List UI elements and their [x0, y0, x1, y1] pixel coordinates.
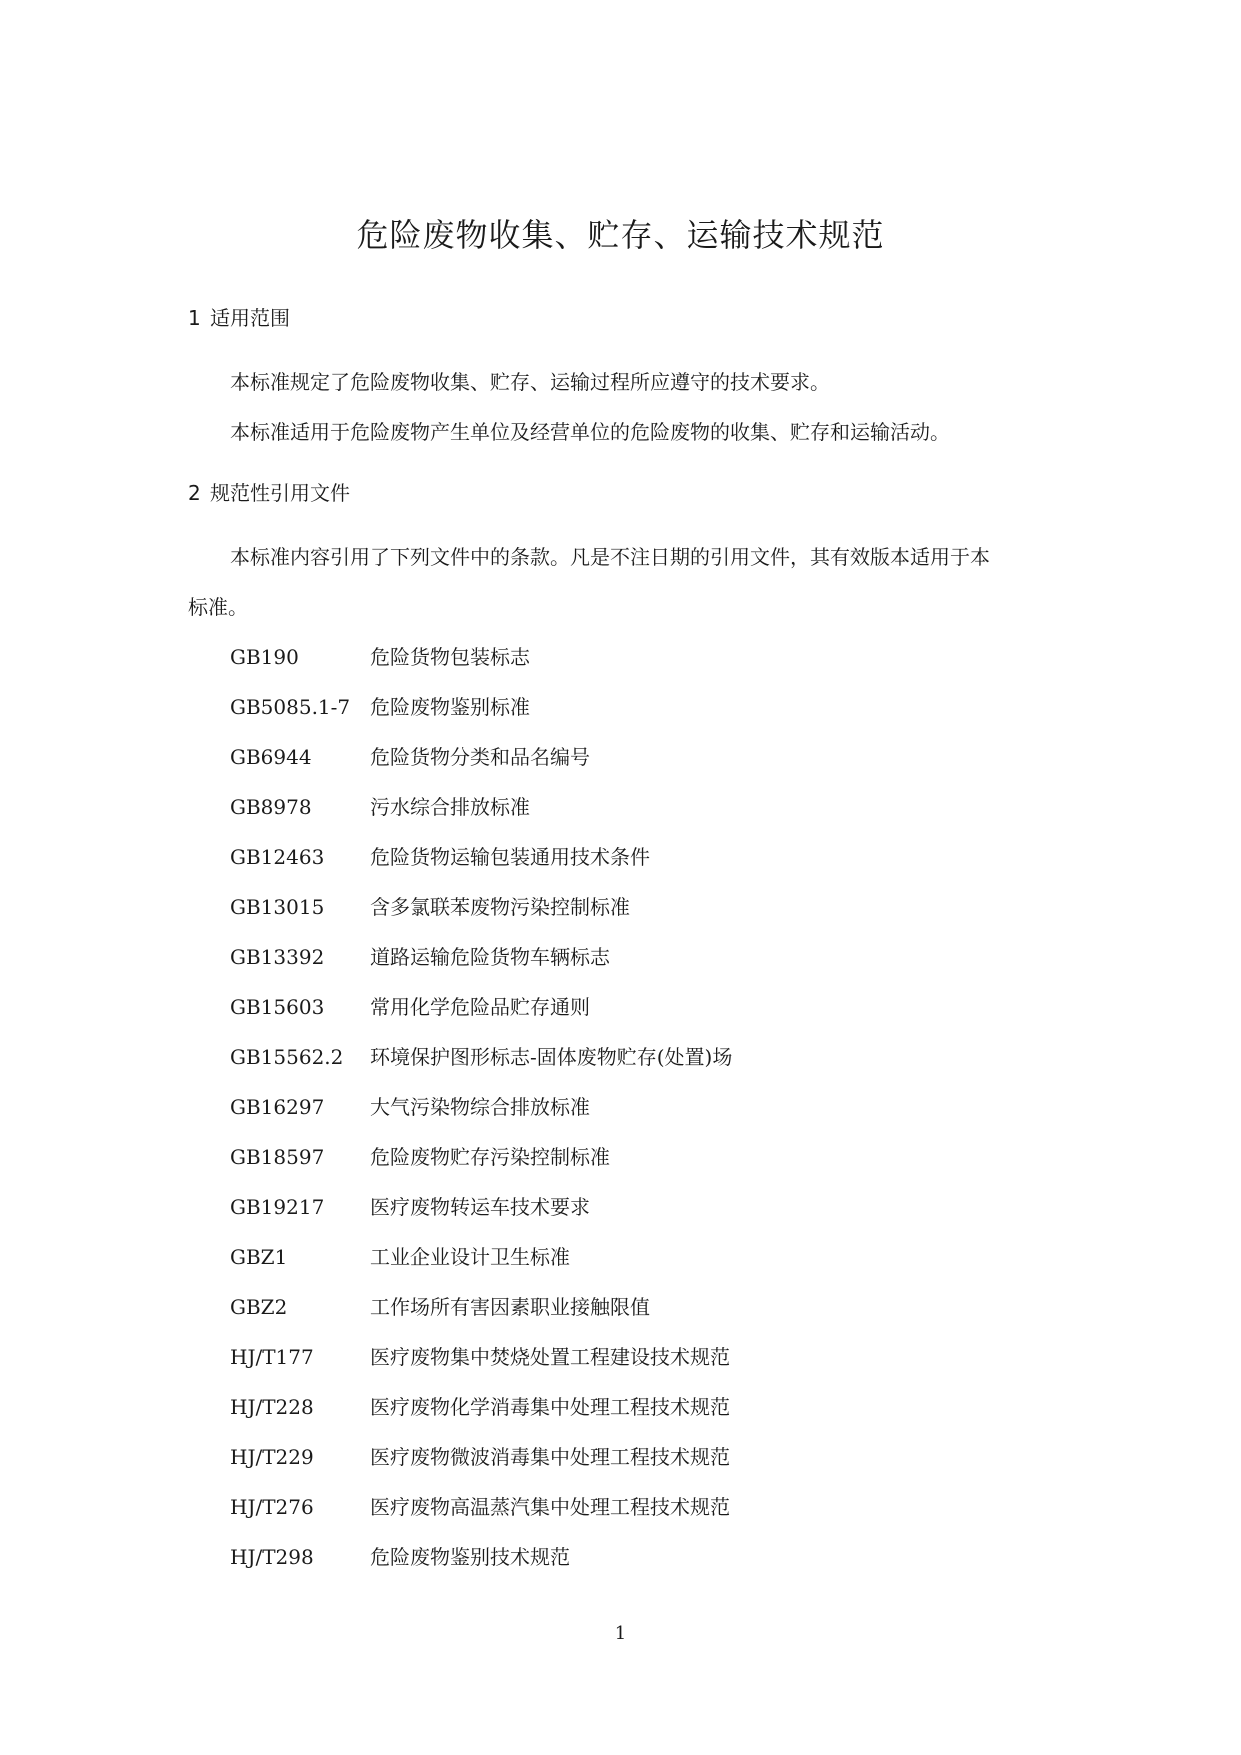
reference-code: GB5085.1-7 [230, 695, 351, 719]
reference-item [230, 1444, 730, 1470]
section-2-title: 规范性引用文件 [210, 481, 350, 505]
reference-item [230, 1044, 732, 1070]
reference-name: 污水综合排放标准 [370, 795, 530, 819]
reference-code: HJ/T177 [230, 1345, 314, 1369]
reference-item [230, 1394, 730, 1420]
reference-code: HJ/T228 [230, 1395, 314, 1419]
reference-name: 医疗废物高温蒸汽集中处理工程技术规范 [370, 1495, 730, 1519]
reference-name: 医疗废物转运车技术要求 [370, 1195, 590, 1219]
reference-name: 道路运输危险货物车辆标志 [370, 945, 610, 969]
reference-code: GB190 [230, 645, 299, 669]
reference-code: GB18597 [230, 1145, 325, 1169]
reference-name: 危险货物运输包装通用技术条件 [370, 845, 650, 869]
reference-code: GBZ2 [230, 1295, 288, 1319]
reference-code: GB6944 [230, 745, 312, 769]
reference-item [230, 1494, 730, 1520]
section-1-number: 1 [188, 306, 201, 330]
reference-item [230, 1344, 730, 1370]
section-1-title: 适用范围 [210, 306, 290, 330]
reference-name: 危险废物鉴别标准 [370, 695, 530, 719]
reference-code: HJ/T229 [230, 1445, 314, 1469]
reference-item [230, 994, 590, 1020]
reference-name: 危险废物贮存污染控制标准 [370, 1145, 610, 1169]
section-2-intro-line-2: 标准。 [188, 595, 248, 619]
reference-item [230, 744, 590, 770]
reference-name: 环境保护图形标志-固体废物贮存(处置)场 [370, 1045, 733, 1069]
reference-item [230, 1144, 610, 1170]
document-title: 危险废物收集、贮存、运输技术规范 [356, 216, 885, 254]
reference-code: HJ/T298 [230, 1545, 314, 1569]
reference-code: GB15562.2 [230, 1045, 344, 1069]
reference-item [230, 844, 650, 870]
reference-code: HJ/T276 [230, 1495, 314, 1519]
reference-item [230, 1094, 590, 1120]
reference-name: 危险货物包装标志 [370, 645, 530, 669]
reference-item [230, 894, 630, 920]
section-2-intro-line-1: 本标准内容引用了下列文件中的条款。凡是不注日期的引用文件，其有效版本适用于本 [230, 545, 990, 569]
reference-item [230, 1244, 570, 1270]
reference-item [230, 794, 530, 820]
reference-item [230, 644, 530, 670]
reference-code: GB13392 [230, 945, 325, 969]
reference-item [230, 1544, 570, 1570]
reference-code: GB12463 [230, 845, 325, 869]
reference-name: 医疗废物化学消毒集中处理工程技术规范 [370, 1395, 730, 1419]
reference-item [230, 1294, 650, 1320]
reference-code: GB13015 [230, 895, 325, 919]
reference-item [230, 694, 530, 720]
reference-name: 医疗废物微波消毒集中处理工程技术规范 [370, 1445, 730, 1469]
reference-code: GB19217 [230, 1195, 325, 1219]
reference-code: GB15603 [230, 995, 325, 1019]
reference-name: 医疗废物集中焚烧处置工程建设技术规范 [370, 1345, 730, 1369]
reference-code: GBZ1 [230, 1245, 288, 1269]
reference-item [230, 1194, 590, 1220]
section-2-heading [188, 480, 350, 506]
page-number: 1 [614, 1623, 627, 1644]
reference-name: 常用化学危险品贮存通则 [370, 995, 590, 1019]
reference-code: GB16297 [230, 1095, 325, 1119]
reference-name: 危险货物分类和品名编号 [370, 745, 590, 769]
reference-name: 工业企业设计卫生标准 [370, 1245, 570, 1269]
reference-name: 危险废物鉴别技术规范 [370, 1545, 570, 1569]
reference-name: 含多氯联苯废物污染控制标准 [370, 895, 630, 919]
reference-code: GB8978 [230, 795, 312, 819]
reference-item [230, 944, 610, 970]
section-1-heading [188, 305, 290, 331]
section-1-paragraph-1: 本标准规定了危险废物收集、贮存、运输过程所应遵守的技术要求。 [230, 370, 830, 394]
reference-name: 大气污染物综合排放标准 [370, 1095, 590, 1119]
reference-name: 工作场所有害因素职业接触限值 [370, 1295, 650, 1319]
section-1-paragraph-2: 本标准适用于危险废物产生单位及经营单位的危险废物的收集、贮存和运输活动。 [230, 420, 950, 444]
section-2-number: 2 [188, 481, 201, 505]
